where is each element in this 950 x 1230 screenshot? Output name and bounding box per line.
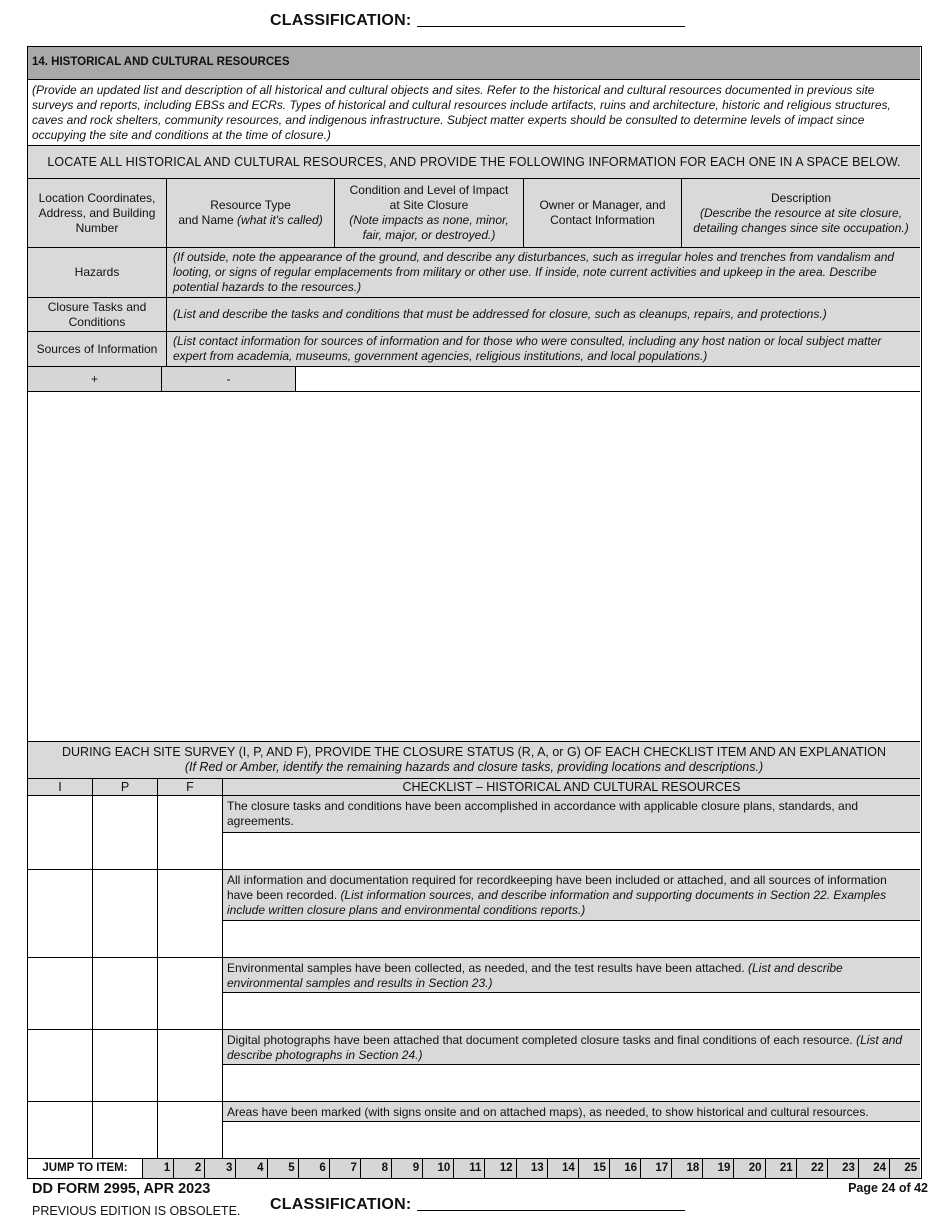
jump-item-20[interactable]: 20 [733,1159,764,1178]
survey-instruction: DURING EACH SITE SURVEY (I, P, AND F), PROVIDE THE CLOSURE STATUS (R, A, or G) OF EACH CHECKLIST ITEM AND AN EXPLANATION (If Red or Amber, identify the remaining hazards and closure tasks, providing locations and descriptions.) [28,742,920,779]
col-owner: Owner or Manager, and Contact Information [524,179,682,248]
page-number: Page 24 of 42 [848,1181,928,1195]
jump-label: JUMP TO ITEM: [42,1162,128,1174]
jump-item-10[interactable]: 10 [422,1159,453,1178]
jump-item-2[interactable]: 2 [173,1159,204,1178]
jump-items [142,1159,920,1178]
classification-top [270,12,685,30]
jump-item-13[interactable]: 13 [516,1159,547,1178]
jump-item-8[interactable]: 8 [360,1159,391,1178]
checklist-item-1: The closure tasks and conditions have been accomplished in accordance with applicable closure plans, standards, and agreements. [223,796,920,833]
section-intro: (Provide an updated list and description of all historical and cultural objects and sites. Refer to the historical and cultural resources documented in previous site surveys and reports, including EBSs and ECRs. Types of historical and cultural resources include artifacts, ruins and architecture, historic and religious structures, caves and rock shelters, community resources, and indigenous infrastructure. Subject matter experts should be consulted to determine levels of impact since occupying the site and conditions at the time of closure.) [28,80,920,146]
checklist-item-3: Environmental samples have been collected, as needed, and the test results have been attached. (List and describe environmental samples and results in Section 23.) [223,958,920,993]
jump-item-4[interactable]: 4 [235,1159,266,1178]
closure-label: Closure Tasks and Conditions [28,298,167,332]
classification-field[interactable] [417,12,685,27]
checklist-title: CHECKLIST – HISTORICAL AND CULTURAL RESOURCES [223,779,920,796]
sources-label: Sources of Information [28,332,167,367]
status-i-2[interactable] [28,870,93,958]
explanation-3[interactable] [223,993,920,1030]
resources-entry-area[interactable] [28,392,920,742]
status-p-1[interactable] [93,796,158,870]
status-p-4[interactable] [93,1030,158,1102]
jump-item-18[interactable]: 18 [671,1159,702,1178]
jump-item-11[interactable]: 11 [453,1159,484,1178]
jump-item-23[interactable]: 23 [827,1159,858,1178]
jump-item-9[interactable]: 9 [391,1159,422,1178]
status-f-2[interactable] [158,870,223,958]
jump-item-1[interactable]: 1 [142,1159,173,1178]
jump-item-16[interactable]: 16 [609,1159,640,1178]
explanation-2[interactable] [223,921,920,958]
jump-item-3[interactable]: 3 [204,1159,235,1178]
jump-item-22[interactable]: 22 [796,1159,827,1178]
col-progress: P [93,779,158,796]
status-i-3[interactable] [28,958,93,1030]
classification-label: CLASSIFICATION: [270,12,412,29]
jump-item-15[interactable]: 15 [578,1159,609,1178]
explanation-1[interactable] [223,833,920,870]
col-location: Location Coordinates, Address, and Building Number [28,179,167,248]
obsolete-note: PREVIOUS EDITION IS OBSOLETE. [32,1204,241,1218]
form-id: DD FORM 2995, APR 2023 [32,1181,211,1197]
jump-item-19[interactable]: 19 [702,1159,733,1178]
jump-item-21[interactable]: 21 [765,1159,796,1178]
col-description: Description (Describe the resource at site closure, detailing changes since site occupation.) [682,179,920,248]
add-row-button[interactable]: + [28,367,162,392]
explanation-4[interactable] [223,1065,920,1102]
jump-item-24[interactable]: 24 [858,1159,889,1178]
form-section-14 [27,46,922,1179]
remove-row-button[interactable]: - [162,367,296,392]
jump-item-25[interactable]: 25 [889,1159,920,1178]
jump-to-item-bar [28,1159,920,1178]
checklist-item-5: Areas have been marked (with signs onsite and on attached maps), as needed, to show historical and cultural resources. [223,1102,920,1122]
status-i-1[interactable] [28,796,93,870]
explanation-5[interactable] [223,1122,920,1159]
section-title: 14. HISTORICAL AND CULTURAL RESOURCES [28,47,920,80]
status-i-5[interactable] [28,1102,93,1159]
closure-text: (List and describe the tasks and conditions that must be addressed for closure, such as cleanups, repairs, and protections.) [167,298,920,332]
classification-label: CLASSIFICATION: [270,1196,412,1213]
status-p-3[interactable] [93,958,158,1030]
jump-item-5[interactable]: 5 [267,1159,298,1178]
hazards-label: Hazards [28,248,167,298]
classification-bottom [270,1196,685,1214]
checklist-item-2: All information and documentation required for recordkeeping have been included or attached, and all sources of information have been recorded. (List information sources, and describe information and supporting documents in Section 22. Examples include written closure plans and environmental conditions reports.) [223,870,920,921]
status-f-1[interactable] [158,796,223,870]
col-condition: Condition and Level of Impact at Site Closure (Note impacts as none, minor, fair, major, or destroyed.) [335,179,524,248]
status-f-3[interactable] [158,958,223,1030]
col-resource-type: Resource Type and Name (what it's called) [167,179,335,248]
button-row-spacer [296,367,920,392]
col-initial: I [28,779,93,796]
col-final: F [158,779,223,796]
status-p-5[interactable] [93,1102,158,1159]
locate-instruction: LOCATE ALL HISTORICAL AND CULTURAL RESOURCES, AND PROVIDE THE FOLLOWING INFORMATION FOR EACH ONE IN A SPACE BELOW. [28,146,920,179]
classification-field[interactable] [417,1196,685,1211]
status-i-4[interactable] [28,1030,93,1102]
status-f-5[interactable] [158,1102,223,1159]
jump-item-12[interactable]: 12 [484,1159,515,1178]
jump-item-6[interactable]: 6 [298,1159,329,1178]
jump-item-14[interactable]: 14 [547,1159,578,1178]
status-p-2[interactable] [93,870,158,958]
jump-item-17[interactable]: 17 [640,1159,671,1178]
jump-item-7[interactable]: 7 [329,1159,360,1178]
hazards-text: (If outside, note the appearance of the ground, and describe any disturbances, such as irregular holes and trenches from vandalism and looting, or signs of regular emplacements from military or other use. If inside, note current activities and upkeep in the area. Describe potential hazards to the resources.) [167,248,920,298]
status-f-4[interactable] [158,1030,223,1102]
sources-text: (List contact information for sources of information and for those who were consulted, including any host nation or local subject matter expert from academia, museums, government agencies, religious institutions, and local populations.) [167,332,920,367]
checklist-item-4: Digital photographs have been attached that document completed closure tasks and final conditions of each resource. (List and describe photographs in Section 24.) [223,1030,920,1065]
